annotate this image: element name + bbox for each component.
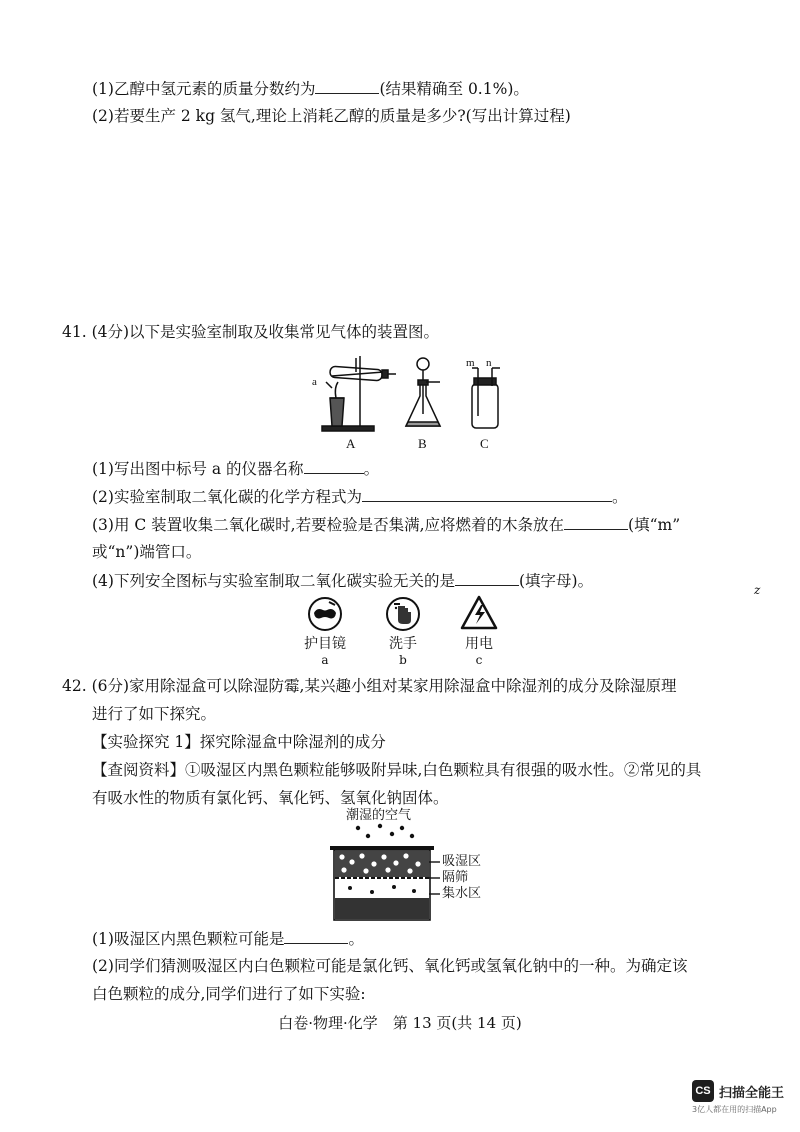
q41-stem: 41. (4分)以下是实验室制取及收集常见气体的装置图。 <box>62 323 440 341</box>
label-a: a <box>312 376 317 388</box>
q42-reference-line1: 【查阅资料】①吸湿区内黑色颗粒能够吸附异味,白色颗粒具有很强的吸水性。②常见的具 <box>92 761 702 779</box>
q42-part1-text: (1)吸湿区内黑色颗粒可能是 <box>92 930 285 948</box>
label-m: m <box>466 357 475 369</box>
q40-part2: (2)若要生产 2 kg 氢气,理论上消耗乙醇的质量是多少?(写出计算过程) <box>92 107 571 125</box>
q41-part1-end: 。 <box>363 460 380 478</box>
watermark-slogan: 3亿人都在用的扫描App <box>692 1105 777 1114</box>
answer-blank[interactable] <box>362 486 612 502</box>
label-C: C <box>480 436 489 451</box>
icon-caption-electricity <box>449 636 509 668</box>
q42-experiment-heading: 【实验探究 1】探究除湿盒中除湿剂的成分 <box>92 733 386 751</box>
q42-part1 <box>92 928 364 949</box>
icon-letter: a <box>321 653 329 667</box>
icon-name: 护目镜 <box>304 636 346 652</box>
zone-label-absorb: 吸湿区 <box>442 854 482 869</box>
q42-stem-line1: 42. (6分)家用除湿盒可以除湿防霉,某兴趣小组对某家用除湿盒中除湿剂的成分及除湿原理 <box>62 677 677 695</box>
q41-part4 <box>92 570 593 591</box>
answer-blank[interactable] <box>284 928 348 944</box>
watermark-logo: CS <box>692 1080 714 1102</box>
label-n: n <box>486 357 492 369</box>
q41-part2 <box>92 486 627 507</box>
moisture-drops <box>356 824 414 838</box>
q42-part1-end: 。 <box>348 930 364 948</box>
apparatus-b <box>406 358 440 426</box>
q40-part1-note: (结果精确至 0.1%)。 <box>379 80 529 98</box>
icon-caption-hand-wash <box>373 636 433 668</box>
goggles-icon <box>307 596 343 632</box>
q40-part1-text: (1)乙醇中氢元素的质量分数约为 <box>92 80 316 98</box>
q41-part3-note: (填“m” <box>628 516 681 534</box>
icon-caption-goggles <box>295 636 355 668</box>
page-footer: 白卷·物理·化学 第 13 页(共 14 页) <box>278 1014 522 1032</box>
answer-blank[interactable] <box>304 458 364 474</box>
margin-mark: z <box>754 583 761 597</box>
scanner-watermark <box>692 1080 784 1115</box>
zone-label-sieve: 隔筛 <box>442 870 469 885</box>
q42-stem-line2: 进行了如下探究。 <box>92 705 217 723</box>
q40-part1 <box>92 78 529 99</box>
label-B: B <box>418 436 427 451</box>
q41-part4-note: (填字母)。 <box>518 572 594 590</box>
icon-letter: c <box>475 653 483 667</box>
watermark-row <box>692 1080 784 1102</box>
icon-name: 用电 <box>465 636 493 652</box>
q42-part2-line2: 白色颗粒的成分,同学们进行了如下实验: <box>92 985 366 1003</box>
q41-part2-end: 。 <box>611 488 628 506</box>
answer-blank[interactable] <box>315 78 379 94</box>
hand-wash-icon <box>385 596 421 632</box>
q42-reference-line2: 有吸水性的物质有氯化钙、氧化钙、氢氧化钠固体。 <box>92 789 449 807</box>
label-A: A <box>346 436 356 451</box>
apparatus-figure <box>300 352 520 452</box>
q41-part1 <box>92 458 379 479</box>
watermark-name: 扫描全能王 <box>719 1085 785 1101</box>
zone-label-water: 集水区 <box>442 886 482 901</box>
q42-part2-line1: (2)同学们猜测吸湿区内白色颗粒可能是氯化钙、氧化钙或氢氧化钠中的一种。为确定该 <box>92 957 688 975</box>
q41-part3-text: (3)用 C 装置收集二氧化碳时,若要检验是否集满,应将燃着的木条放在 <box>92 516 565 534</box>
q41-part2-text: (2)实验室制取二氧化碳的化学方程式为 <box>92 488 362 506</box>
q41-part3-cont: 或“n”)端管口。 <box>92 543 202 561</box>
q41-part1-text: (1)写出图中标号 a 的仪器名称 <box>92 460 304 478</box>
apparatus-c <box>472 368 500 428</box>
electricity-icon <box>459 594 499 632</box>
icon-letter: b <box>399 653 407 667</box>
q41-part4-text: (4)下列安全图标与实验室制取二氧化碳实验无关的是 <box>92 572 455 590</box>
apparatus-a <box>322 356 396 431</box>
diagram-top-label: 潮湿的空气 <box>346 808 412 823</box>
answer-blank[interactable] <box>564 514 628 530</box>
dehumidifier-diagram <box>322 822 522 922</box>
answer-blank[interactable] <box>455 570 519 586</box>
icon-name: 洗手 <box>389 636 417 652</box>
q41-part3 <box>92 514 680 535</box>
